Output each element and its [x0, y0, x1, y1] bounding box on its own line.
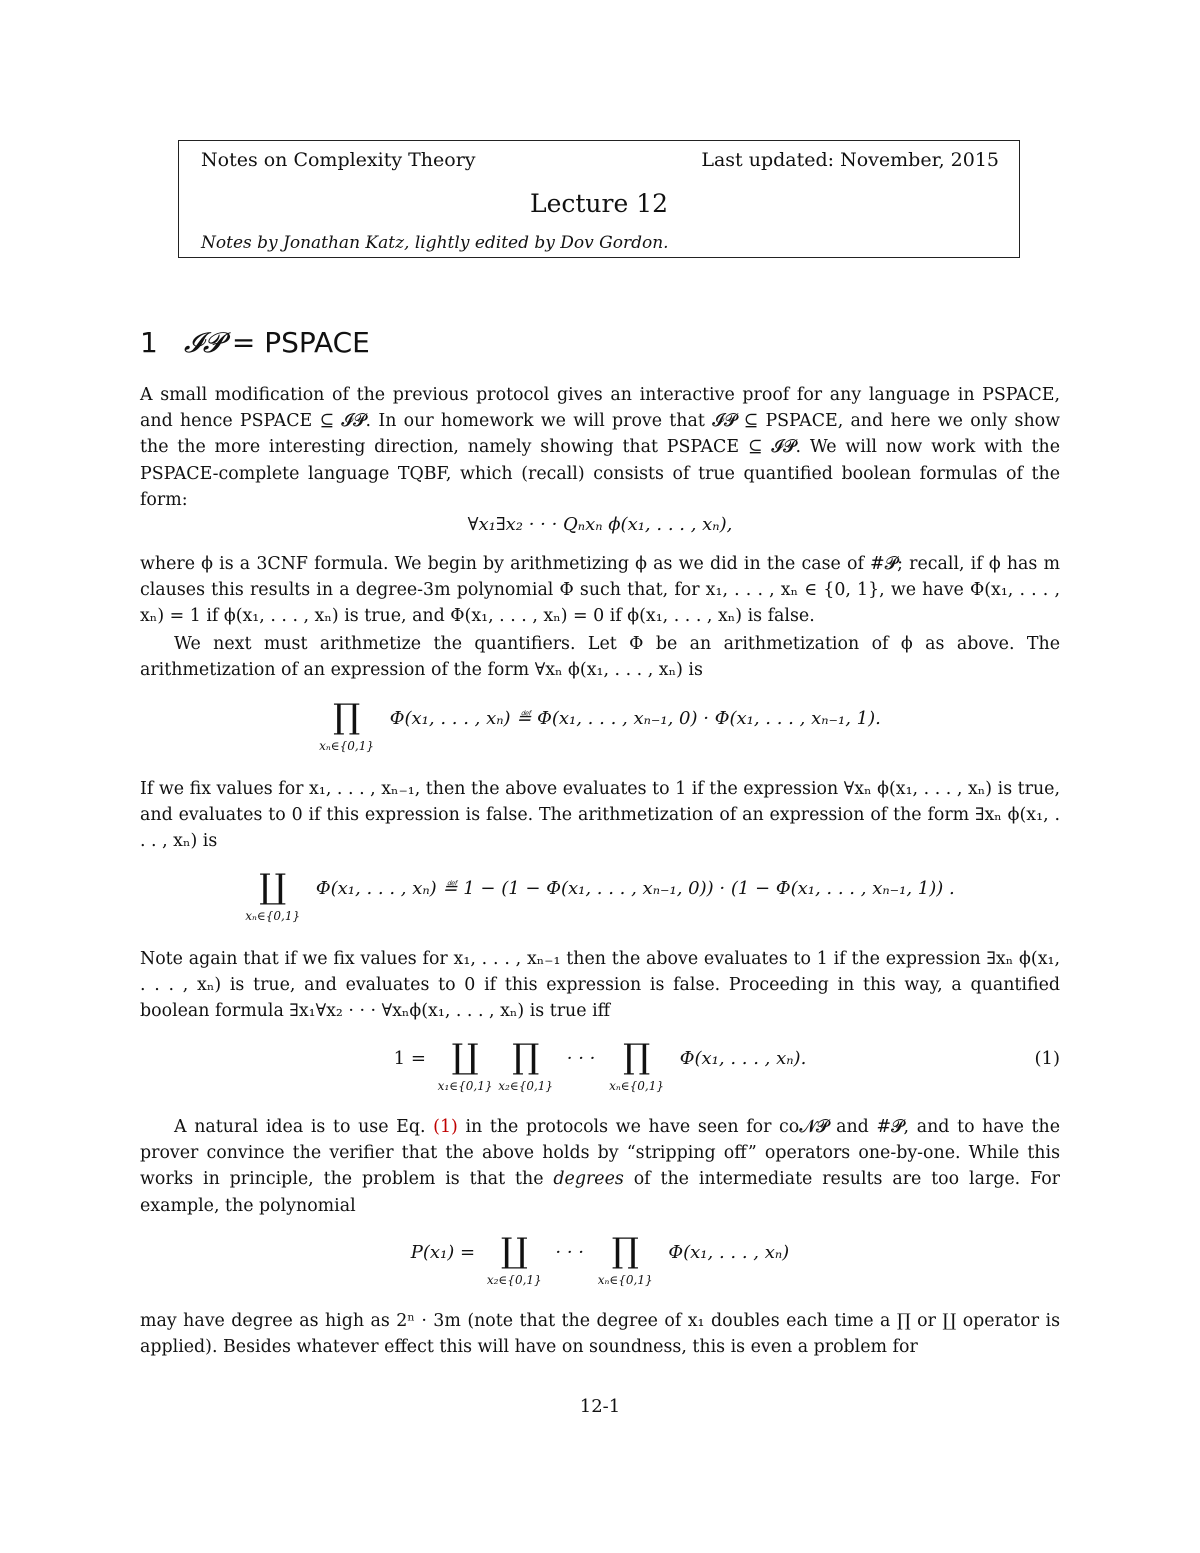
paragraph-quantifiers: We next must arithmetize the quantifiers. Let Φ be an arithmetization of ϕ as above. The arithmetization of an expression of the form ∀xₙ ϕ(x₁, . . . , xₙ) is [140, 634, 1060, 681]
author-note: Notes by Jonathan Katz, lightly edited by Dov Gordon. [201, 233, 669, 253]
natural-idea-middle: in the protocols we have seen for co𝓝𝓟 and #𝓟, and to have the prover convince the verifier that the above holds by “stripping off” operators one-by-one. While this works in principle, the problem is that the [140, 1117, 1060, 1190]
eq1-lhs: 1 = [393, 1048, 426, 1069]
natural-idea-end: of the intermediate results are too large. For example, the polynomial [140, 1169, 1060, 1216]
poly-lhs: P(x₁) = [410, 1242, 476, 1263]
last-updated: Last updated: November, 2015 [701, 149, 999, 171]
coproduct-operator: ∐ [259, 867, 287, 907]
equation-exists [140, 867, 1060, 925]
section-heading [140, 326, 370, 360]
eq1-dots: · · · [566, 1048, 596, 1069]
eq1-subscript-1: x₁∈{0,1} [437, 1079, 493, 1093]
eq1-product: ∏ [512, 1037, 540, 1077]
poly-dots: · · · [555, 1242, 585, 1263]
eq1-product-n: ∏ [623, 1037, 651, 1077]
lecture-header-box [178, 140, 1020, 258]
section-title-rest: = PSPACE [222, 326, 370, 359]
poly-coproduct: ∐ [500, 1231, 528, 1271]
paragraph-arithmetize: where ϕ is a 3CNF formula. We begin by arithmetizing ϕ as we did in the case of #𝓟; recall, if ϕ has m clauses this results in a degree-3m polynomial Φ such that, for x₁, . . . , xₙ ∈ {0, 1}, we have Φ(x₁, . . . , xₙ) = 1 if ϕ(x₁, . . . , xₙ) is true, and Φ(x₁, . . . , xₙ) = 0 if ϕ(x₁, . . . , xₙ) is false. [140, 554, 1060, 627]
product-operator: ∏ [333, 697, 361, 737]
emphasis-degrees: degrees [553, 1169, 624, 1190]
paragraph-exists-explain: Note again that if we fix values for x₁, . . . , xₙ₋₁ then the above evaluates to 1 if the expression ∃xₙ ϕ(x₁, . . . , xₙ) is true, and evaluates to 0 if this expression is false. Proceeding in this way, a quantified boolean formula ∃x₁∀x₂ · · · ∀xₙϕ(x₁, . . . , xₙ) is true iff [140, 949, 1060, 1022]
lecture-title: Lecture 12 [529, 189, 669, 218]
paragraph-forall-explain: If we fix values for x₁, . . . , xₙ₋₁, then the above evaluates to 1 if the expression ∀xₙ ϕ(x₁, . . . , xₙ) is true, and evaluates to 0 if this expression is false. The arithmetization of an expression of the form ∃xₙ ϕ(x₁, . . . , xₙ) is [140, 779, 1060, 852]
paragraph-natural-idea [140, 1114, 1060, 1219]
poly-product: ∏ [611, 1231, 639, 1271]
poly-body: Φ(x₁, . . . , xₙ) [668, 1242, 790, 1263]
page-number: 12-1 [579, 1396, 621, 1417]
paragraph-intro: A small modification of the previous protocol gives an interactive proof for any language in PSPACE, and hence PSPACE ⊆ 𝓘𝓟. In our homework we will prove that 𝓘𝓟 ⊆ PSPACE, and here we only show the the more interesting direction, namely showing that PSPACE ⊆ 𝓘𝓟. We will now work with the PSPACE-complete language TQBF, which (recall) consists of true quantified boolean formulas of the form: [140, 385, 1060, 510]
poly-subscript-n: xₙ∈{0,1} [597, 1273, 653, 1287]
section-title-ip: 𝓘𝓟 [183, 326, 223, 359]
forall-body: Φ(x₁, . . . , xₙ) ≝ Φ(x₁, . . . , xₙ₋₁, 0) · Φ(x₁, . . . , xₙ₋₁, 1). [389, 708, 881, 729]
eq1-coproduct: ∐ [451, 1037, 479, 1077]
eq1-subscript-n: xₙ∈{0,1} [609, 1079, 665, 1093]
equation-1 [140, 1037, 1060, 1095]
equation-tqbf: ∀x₁∃x₂ · · · Qₙxₙ ϕ(x₁, . . . , xₙ), [467, 514, 733, 535]
equation-polynomial [140, 1231, 1060, 1289]
exists-body: Φ(x₁, . . . , xₙ) ≝ 1 − (1 − Φ(x₁, . . . , xₙ₋₁, 0)) · (1 − Φ(x₁, . . . , xₙ₋₁, 1)) . [315, 878, 955, 899]
course-title: Notes on Complexity Theory [201, 149, 476, 171]
equation-reference-link[interactable]: (1) [433, 1117, 458, 1137]
eq1-body: Φ(x₁, . . . , xₙ). [679, 1048, 807, 1069]
paragraph-degree: may have degree as high as 2ⁿ · 3m (note that the degree of x₁ doubles each time a ∏ or ∐ operator is applied). Besides whatever effect this will have on soundness, this is even a problem for [140, 1311, 1060, 1358]
natural-idea-start: A natural idea is to use Eq. [174, 1117, 426, 1137]
poly-subscript-2: x₂∈{0,1} [486, 1273, 542, 1287]
forall-subscript: xₙ∈{0,1} [319, 739, 374, 753]
equation-number: (1) [1034, 1048, 1060, 1069]
equation-forall [140, 697, 1060, 755]
section-number: 1 [140, 326, 158, 359]
eq1-subscript-2: x₂∈{0,1} [498, 1079, 554, 1093]
exists-subscript: xₙ∈{0,1} [245, 909, 301, 923]
